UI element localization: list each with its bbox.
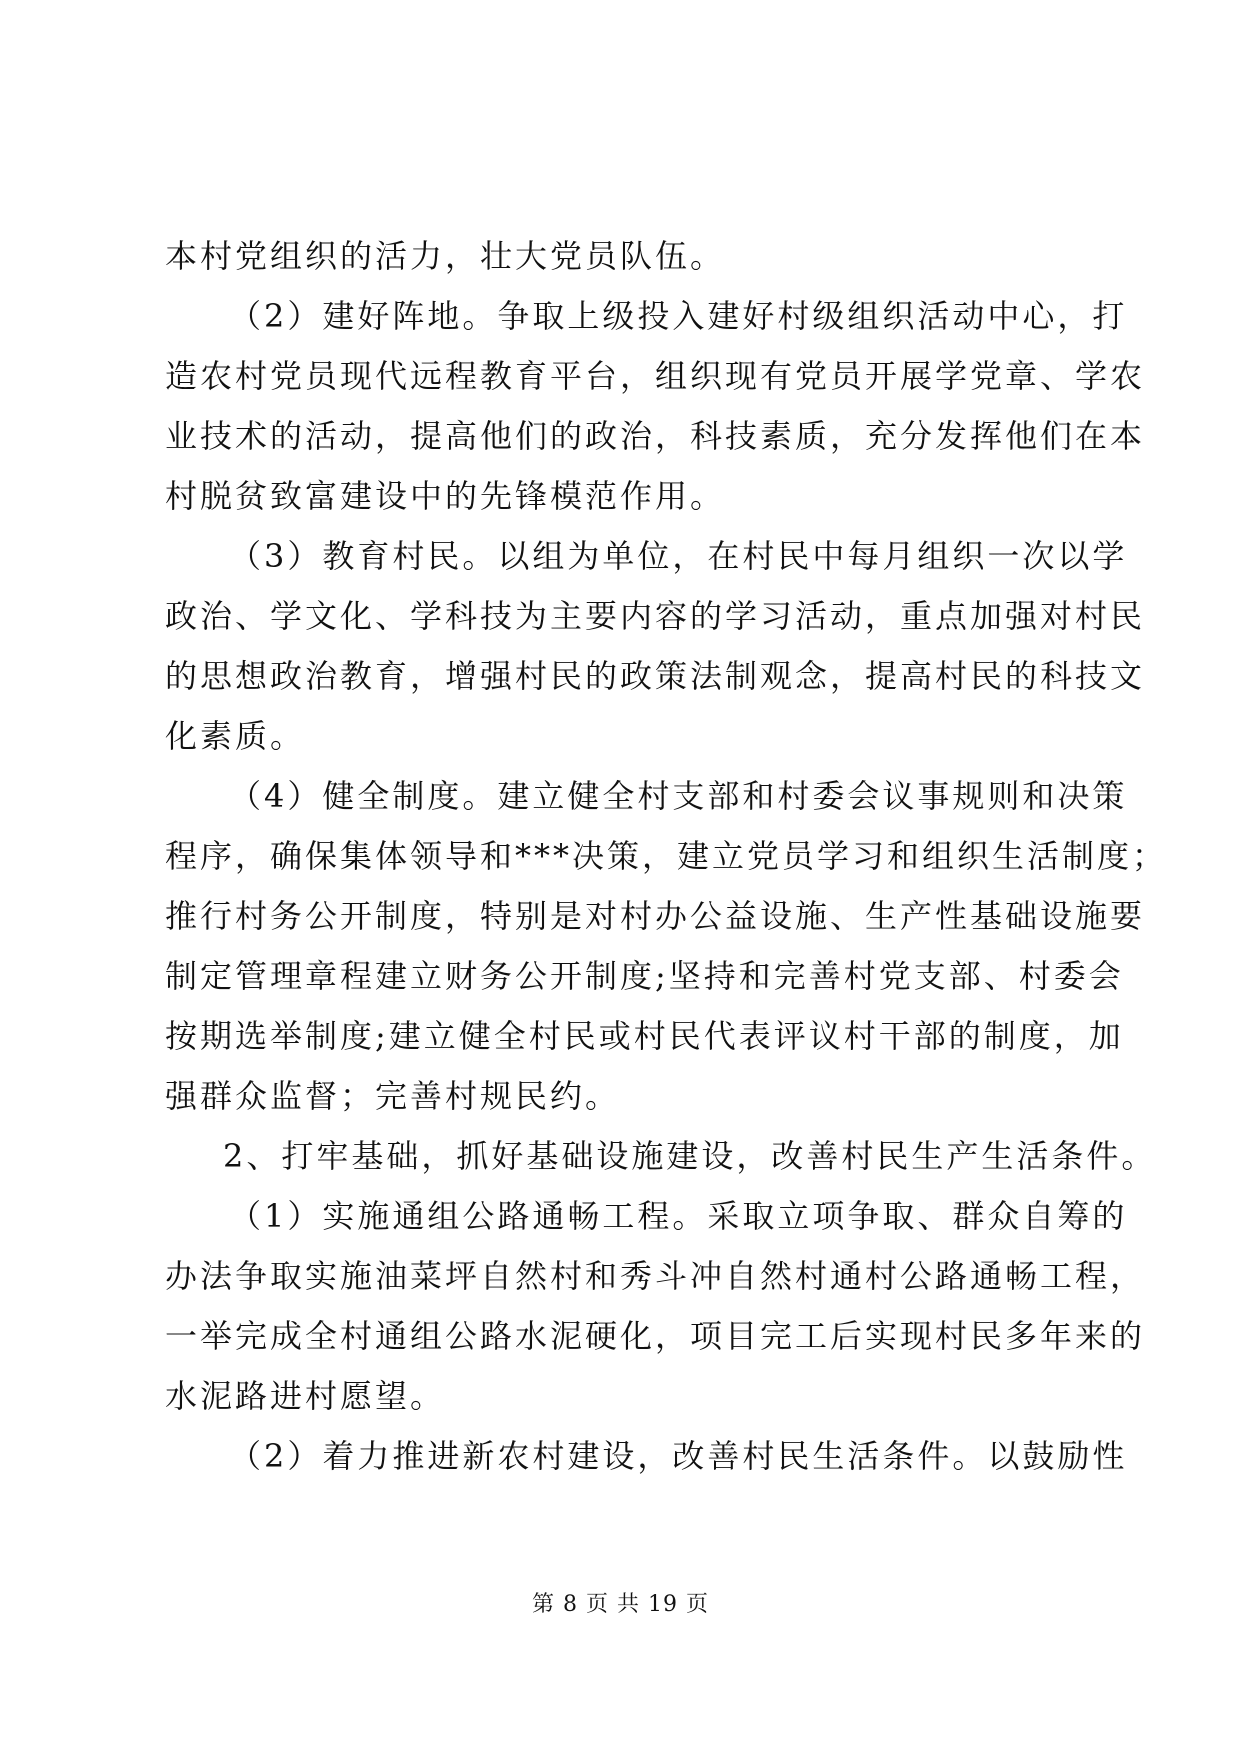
text-line: 本村党组织的活力，壮大党员队伍。 xyxy=(165,237,726,275)
text-line: 办法争取实施油菜坪自然村和秀斗冲自然村通村公路通畅工程， xyxy=(165,1257,1146,1295)
text-line: 制定管理章程建立财务公开制度;坚持和完善村党支部、村委会 xyxy=(165,957,1124,995)
text-line: 的思想政治教育，增强村民的政策法制观念，提高村民的科技文 xyxy=(165,657,1146,695)
text-line: 程序，确保集体领导和***决策，建立党员学习和组织生活制度； xyxy=(165,837,1168,875)
body-text xyxy=(165,226,1168,1486)
text-line: （2）着力推进新农村建设，改善村民生活条件。以鼓励性 xyxy=(229,1437,1128,1475)
text-line: （2）建好阵地。争取上级投入建好村级组织活动中心，打 xyxy=(229,297,1128,335)
text-line: 造农村党员现代远程教育平台，组织现有党员开展学党章、学农 xyxy=(165,357,1146,395)
text-line: （1）实施通组公路通畅工程。采取立项争取、群众自筹的 xyxy=(229,1197,1128,1235)
text-line: （3）教育村民。以组为单位，在村民中每月组织一次以学 xyxy=(229,537,1128,575)
text-line: 2、打牢基础，抓好基础设施建设，改善村民生产生活条件。 xyxy=(223,1137,1157,1175)
text-line: 政治、学文化、学科技为主要内容的学习活动，重点加强对村民 xyxy=(165,597,1146,635)
page-footer xyxy=(0,1591,1241,1619)
page-number: 第 8 页 共 19 页 xyxy=(532,1592,709,1617)
text-line: 化素质。 xyxy=(165,717,306,755)
text-line: 水泥路进村愿望。 xyxy=(165,1377,446,1415)
text-line: 村脱贫致富建设中的先锋模范作用。 xyxy=(165,477,726,515)
text-line: 强群众监督；完善村规民约。 xyxy=(165,1077,621,1115)
text-line: 推行村务公开制度，特别是对村办公益设施、生产性基础设施要 xyxy=(165,897,1146,935)
text-line: 业技术的活动，提高他们的政治，科技素质，充分发挥他们在本 xyxy=(165,417,1146,455)
text-line: 一举完成全村通组公路水泥硬化，项目完工后实现村民多年来的 xyxy=(165,1317,1146,1355)
text-line: 按期选举制度;建立健全村民或村民代表评议村干部的制度，加 xyxy=(165,1017,1124,1055)
text-line: （4）健全制度。建立健全村支部和村委会议事规则和决策 xyxy=(229,777,1128,815)
